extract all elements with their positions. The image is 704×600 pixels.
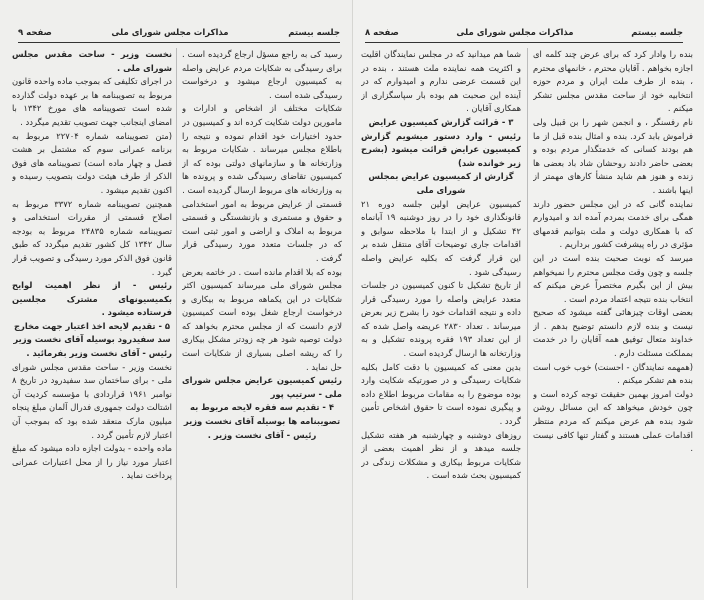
paragraph: دولت امروز بهمین حقیقت توجه کرده است و چون خودش میخواهد که این مسائل روشن شود بنده هم عرض میکنم که مردم منتظر اقدامات عملی هستند و گفتار تنها کافی نیست . [533,388,693,454]
paragraph: شکایات مختلف از اشخاص و ادارات و مامورین دولت شکایت کرده اند و کمیسیون در حدود اختیارات خود اقدام نموده و نتیجه را باطلاع مجلس میرساند . شکایات مربوط به وزارتخانه ها و سازمانهای دولتی بوده که از کمیسیون تقاضای رسیدگی شده و پرونده ها به وزارتخانه های مربوط ارسال گردیده است . [182,103,342,195]
paragraph: نماینده گانی که در این مجلس حضور دارند همگی برای خدمت بمردم آمده اند و امیدوارم که با همکاری دولت و ملت بتوانیم قدمهای مؤثری در راه پیشرفت کشور برداریم . [533,198,693,250]
section-heading: ۵ - تقدیم لایحه اخذ اعتبار جهت مخارج سد سفیدرود بوسیله آقای نخست وزیر [13,320,171,345]
text-column-right [182,48,342,593]
page-header [365,28,683,43]
paragraph: میرسد که نوبت صحبت بنده است در این جلسه و چون وقت مجلس محترم را نمیخواهم بیش از این بگیرم مختصراً عرض میکنم که انتخاب بنده نتیجه اعتماد مردم است . [533,252,693,304]
paragraph: نخست وزیر - ساحت مقدس مجلس شورای ملی . [12,49,172,73]
paragraph: بعضی اوقات چیزهائی گفته میشود که صحیح نیست و بنده لازم دانستم توضیح بدهم . از خداوند متعال توفیق همه آقایان را در خدمت بمملکت مسئلت دارم . [533,307,693,359]
paragraph: بدین معنی که کمیسیون با دقت کامل بکلیه شکایات رسیدگی و در صورتیکه شکایت وارد بوده موضوع را به مقامات مربوط اطلاع داده و پیگیری نموده است تا حقوق اشخاص تأمین گردد . [361,361,521,427]
paragraph: نخست وزیر - ساحت مقدس مجلس شورای ملی - برای ساختمان سد سفیدرود در تاریخ ۸ نوامبر ۱۹۶۱ قراردادی با مؤسسه کردیت آن اشتالت دولت جمهوری فدرال آلمان مبلغ پنجاه میلیون مارک منعقد شده بود که بموجب آن اعتبار لازم تأمین گردد . [12,361,172,440]
column-divider [527,48,528,588]
text-column-left [12,48,172,593]
header-title: مذاکرات مجلس شورای ملی [456,28,574,38]
section-heading: ۴ - تقدیم سه فقره لایحه مربوط به تصویبنامه ها بوسیله آقای نخست وزیر [183,402,341,427]
page-header [18,28,340,43]
paragraph: در اجرای تکلیفی که بموجب ماده واحده قانون مربوط به تصویبنامه ها بر عهده دولت گذارده شده است تصویبنامه های مورخ ۱۳۴۲ با امضای اینجانب جهت تصویب تقدیم میگردد . [12,76,172,127]
paragraph: رئیس کمیسیون عرایض مجلس شورای ملی - سرتیپ پور [182,375,342,399]
paragraph: کمیسیون عرایض اولین جلسه دوره ۲۱ قانونگذاری خود را در روز دوشنبه ۱۹ آبانماه ۴۲ تشکیل و از ابتدا با ملاحظه سوابق و اقدامات جاری توضیحات آقای منتقل شده بر این قرار گرفت که بکلیه عرایض واصله رسیدگی شود . [361,198,521,277]
paragraph: همچنین تصویبنامه شماره ۳۳۷۲ مربوط به اصلاح قسمتی از مقررات استخدامی و تصویبنامه شماره ۲۴۸۳۵ مربوط به بودجه سال ۱۳۴۲ کل کشور تقدیم میگردد که طبق قانون فوق الذکر مورد رسیدگی و تصویب قرار گیرد . [12,198,172,277]
page-number: صفحه ۹ [18,28,52,38]
paragraph: روزهای دوشنبه و چهارشنبه هر هفته تشکیل جلسه میدهد و از نظر اهمیت بعضی از شکایات مربوط بیکاری و مشکلات زندگی در کمیسیون بحث شده است . [361,429,521,481]
text-column-left [361,48,521,593]
right-page [352,0,704,600]
text-column-right [533,48,693,593]
session-label: جلسه بیستم [288,28,340,38]
paragraph: (همهمه نمایندگان - احسنت) خوب خوب است بنده هم تشکر میکنم . [533,361,693,386]
paragraph: رئیس - وارد دستور میشویم گزارش کمیسیون عرایض قرائت میشود (بشرح زیر خوانده شد) [361,130,521,168]
paragraph: از تاریخ تشکیل تا کنون کمیسیون در جلسات متعدد عرایض واصله را مورد رسیدگی قرار داده و نتیجه اقدامات خود را بشرح زیر بعرض میرساند . تعداد ۲۸۳۰ عریضه واصل شده که از این تعداد ۱۹۳ فقره پرونده تشکیل و به وزارتخانه ها ارسال گردیده است . [361,280,521,359]
page-number: صفحه ۸ [365,28,399,38]
header-title: مذاکرات مجلس شورای ملی [111,28,229,38]
paragraph: قسمتی از عرایض مربوط به امور استخدامی و حقوق و مستمری و بازنشستگی و قسمتی مربوط به املاک و اراضی و امور ثبتی است که در جلسات متعدد مورد رسیدگی قرار گرفت . [182,198,342,263]
paragraph: بنده را وادار کرد که برای عرض چند کلمه ای اجازه بخواهم . آقایان محترم ، خانمهای محترم ، بنده از طرف ملت ایران و مردم حوزه انتخابیه خود از ساحت مقدس مجلس تشکر میکنم . [533,49,693,114]
paragraph: رسید کی به راجع مسؤل ارجاع گردیده است . برای رسیدگی به شکایات مردم عرایض واصله به کمیسیون ارجاع میشود و درخواست رسیدگی شده است . [182,49,342,100]
column-divider [176,48,177,588]
paragraph: نام رفسنگر ، و انجمن شهر را بن قبیل ولی فراموش بابد کرد. بنده و امثال بنده قبل از ما هم بودند کسانی که خدمتگذار مردم بوده و بعضی حاضر دادند روحشان شاد باد بعضی ها زنده و هنوز هم شاید منشأ کارهای مهمتر از اینها باشند . [533,116,693,195]
paragraph: (متن تصویبنامه شماره ۲۲۷۰۴ مربوط به برنامه عمرانی سوم که مشتمل بر هشت فصل و چهار ماده است) تصویبنامه های فوق الذکر از طرف هیئت دولت بتصویب رسیده و اکنون تقدیم میشود . [12,130,172,195]
section-heading: ۳ - قرائت گزارش کمیسیون عرایض [368,116,514,127]
session-label: جلسه بیستم [631,28,683,38]
paragraph: رئیس - از نظر اهمیت لوایح بکمیسیونهای مشترک مجلسین فرستاده میشود . [12,280,172,318]
section-heading: گزارش از کمیسیون عرایض بمجلس شورای ملی [368,171,514,195]
paragraph: بوده که بلا اقدام مانده است . در خاتمه بعرض مجلس شورای ملی میرساند کمیسیون اکثر شکایات در این یکماهه مربوط به بیکاری و درخواست ارجاع شغل بوده است کمیسیون لازم دانست که از مجلس محترم بخواهد که دولت توصیه شود هر چه زودتر مشکل بیکاری را که ریشه اصلی بسیاری از شکایات است حل نماید . [182,266,342,372]
paragraph: رئیس - آقای نخست وزیر بفرمائید . [26,348,172,359]
section-heading: رئیس - آقای نخست وزیر . [207,429,317,440]
paragraph: ماده واحده - بدولت اجازه داده میشود که مبلغ اعتبار مورد نیاز را از محل اعتبارات عمرانی پرداخت نماید . [12,443,172,481]
paragraph: شما هم میدانید که در مجلس نمایندگان اقلیت و اکثریت همه نماینده ملت هستند ، بنده در این قسمت عرضی ندارم و امیدوارم که در آینده این صحبت هم بوده بار سپاسگزاری از همکاری آقایان . [361,49,521,114]
